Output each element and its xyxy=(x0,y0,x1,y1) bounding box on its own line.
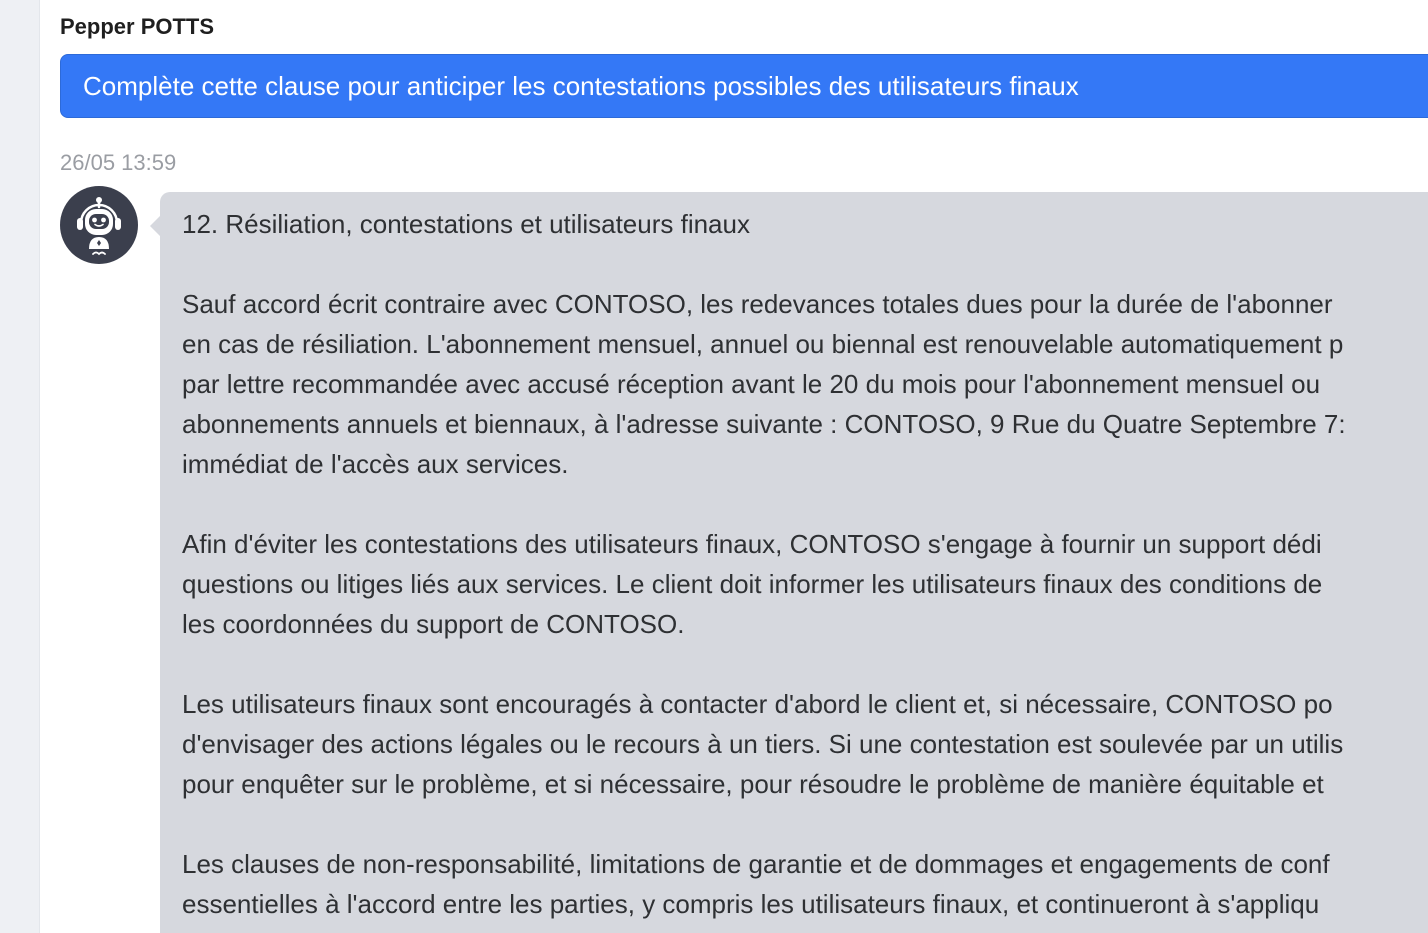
bubble-tail xyxy=(150,216,160,236)
user-message-text: Complète cette clause pour anticiper les contestations possibles des utilisateurs finaux xyxy=(83,70,1079,101)
paragraph-2 xyxy=(182,524,1428,644)
bot-message-container xyxy=(160,192,1428,933)
paragraph-line: en cas de résiliation. L'abonnement mensuel, annuel ou biennal est renouvelable automatiquement p xyxy=(182,329,1344,359)
paragraph-line: d'envisager des actions légales ou le recours à un tiers. Si une contestation est soulevée par un utilis xyxy=(182,729,1344,759)
paragraph-spacer xyxy=(182,644,1428,684)
paragraph-line: essentielles à l'accord entre les parties, y compris les utilisateurs finaux, et continueront à s'appliqu xyxy=(182,889,1320,919)
paragraph-spacer xyxy=(182,484,1428,524)
paragraph-line: les coordonnées du support de CONTOSO. xyxy=(182,609,685,639)
message-timestamp: 26/05 13:59 xyxy=(60,150,177,175)
sender-name: Pepper POTTS xyxy=(60,14,215,39)
clause-heading: 12. Résiliation, contestations et utilisateurs finaux xyxy=(182,209,750,239)
paragraph-line: Les clauses de non-responsabilité, limitations de garantie et de dommages et engagements de conf xyxy=(182,849,1330,879)
conversation-panel[interactable] xyxy=(40,0,1428,933)
paragraph-line: Sauf accord écrit contraire avec CONTOSO, les redevances totales dues pour la durée de l'abonner xyxy=(182,289,1333,319)
paragraph-line: par lettre recommandée avec accusé réception avant le 20 du mois pour l'abonnement mensuel ou xyxy=(182,369,1321,399)
paragraph-line: Les utilisateurs finaux sont encouragés à contacter d'abord le client et, si nécessaire, CONTOSO po xyxy=(182,689,1333,719)
paragraph-spacer xyxy=(182,244,1428,284)
paragraph-line: Afin d'éviter les contestations des utilisateurs finaux, CONTOSO s'engage à fournir un support dédi xyxy=(182,529,1322,559)
paragraph-line: questions ou litiges liés aux services. Le client doit informer les utilisateurs finaux des conditions de xyxy=(182,569,1323,599)
paragraph-line: immédiat de l'accès aux services. xyxy=(182,449,569,479)
bot-message-bubble[interactable] xyxy=(160,192,1428,933)
paragraph-1 xyxy=(182,284,1428,484)
paragraph-4 xyxy=(182,844,1428,924)
paragraph-spacer xyxy=(182,804,1428,844)
paragraph-3 xyxy=(182,684,1428,804)
bot-avatar xyxy=(60,186,138,264)
left-sidebar-rail xyxy=(0,0,40,933)
user-message-bubble[interactable] xyxy=(60,54,1428,118)
paragraph-line: pour enquêter sur le problème, et si nécessaire, pour résoudre le problème de manière équitable et xyxy=(182,769,1324,799)
robot-icon xyxy=(67,193,131,257)
paragraph-line: abonnements annuels et biennaux, à l'adresse suivante : CONTOSO, 9 Rue du Quatre Septembre 7: xyxy=(182,409,1346,439)
